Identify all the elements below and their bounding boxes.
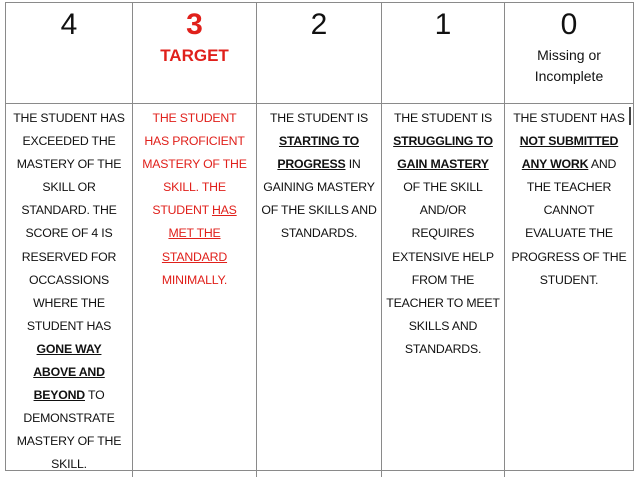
description-line: [384, 176, 502, 199]
description-text: SKILL OR: [42, 180, 96, 195]
score-1-label: 1: [434, 8, 452, 41]
description-line: [259, 176, 379, 199]
emphasized-text: STARTING TO: [278, 134, 359, 149]
description-text: STANDARDS.: [280, 226, 358, 241]
description-text: SKILLS AND: [408, 318, 478, 333]
description-text: SKILL. THE: [163, 180, 226, 195]
header-score-3: [133, 3, 257, 104]
description-line: [135, 176, 254, 199]
description-text: STUDENT: [152, 203, 212, 218]
description-line: [384, 153, 502, 176]
emphasized-text: ANY WORK: [521, 157, 589, 172]
emphasized-text: STANDARD: [161, 249, 228, 264]
header-score-0: [505, 3, 633, 104]
description-line: [8, 315, 130, 338]
description-line: [8, 176, 130, 199]
description-line: [8, 453, 130, 476]
emphasized-text: PROGRESS: [277, 157, 346, 172]
description-line: [8, 107, 130, 130]
target-label: TARGET: [160, 46, 229, 65]
description-line: [8, 153, 130, 176]
description-text: GAINING MASTERY: [263, 180, 375, 195]
description-text: THE STUDENT HAS: [13, 111, 125, 125]
description-text: STUDENT.: [539, 272, 599, 287]
description-line: [8, 292, 130, 315]
description-text: FROM THE: [411, 272, 475, 287]
description-line: [135, 107, 254, 130]
description-line: [384, 338, 502, 361]
emphasized-text: GAIN MASTERY: [397, 157, 489, 172]
description-line: [507, 269, 631, 292]
description-text: EVALUATE THE: [525, 226, 613, 241]
description-line: [8, 130, 130, 153]
description-text: OF THE SKILLS AND: [261, 203, 377, 218]
header-score-4: [6, 3, 133, 104]
description-text: STUDENT HAS: [26, 318, 112, 333]
description-score-0: [505, 104, 633, 477]
score-3-label: 3: [186, 8, 203, 41]
description-score-4: [6, 104, 133, 477]
missing-note-line: Missing or: [537, 47, 601, 63]
description-line: [8, 407, 130, 430]
description-text: MASTERY OF THE: [16, 157, 122, 172]
description-text: STANDARD. THE: [21, 203, 117, 218]
description-line: [507, 153, 631, 176]
score-0-label: 0: [560, 8, 578, 41]
description-line: [384, 222, 502, 245]
description-text: AND/OR: [419, 203, 467, 218]
description-text: THE STUDENT: [152, 111, 237, 125]
description-line: [8, 384, 130, 407]
description-text: MASTERY OF THE: [142, 157, 247, 172]
description-line: [135, 199, 254, 222]
description-line: [259, 153, 379, 176]
description-text: CANNOT: [543, 203, 595, 218]
header-score-2: [257, 3, 382, 104]
description-text: OF THE SKILL: [403, 180, 483, 195]
emphasized-text: GONE WAY: [36, 341, 102, 356]
description-line: [507, 107, 631, 130]
description-line: [507, 246, 631, 269]
description-text: REQUIRES: [411, 226, 475, 241]
description-text: EXTENSIVE HELP: [392, 249, 494, 264]
description-text: THE TEACHER: [526, 180, 612, 195]
description-line: [384, 292, 502, 315]
text-cursor-mark: [629, 107, 631, 125]
score-4-label: 4: [60, 8, 78, 41]
description-text: MINIMALLY.: [161, 272, 228, 287]
emphasized-text: STRUGGLING TO: [393, 134, 493, 149]
grading-rubric-table: [5, 2, 634, 471]
description-text: WHERE THE: [33, 295, 105, 310]
emphasized-text: HAS: [211, 203, 237, 218]
description-line: [135, 269, 254, 292]
description-line: [259, 199, 379, 222]
description-line: [8, 269, 130, 292]
description-text: SCORE OF 4 IS: [25, 226, 113, 241]
description-text: PROGRESS OF THE: [511, 249, 627, 264]
description-text: HAS PROFICIENT: [144, 134, 245, 149]
incomplete-note-line: Incomplete: [534, 68, 604, 84]
emphasized-text: ABOVE AND: [33, 365, 105, 380]
description-line: [384, 246, 502, 269]
description-line: [384, 315, 502, 338]
description-line: [8, 430, 130, 453]
description-text: STANDARDS.: [404, 341, 482, 356]
description-line: [8, 338, 130, 361]
description-line: [507, 222, 631, 245]
description-line: [384, 199, 502, 222]
description-line: [507, 130, 631, 153]
description-text: TO: [84, 388, 105, 403]
description-line: [507, 199, 631, 222]
description-text: EXCEEDED THE: [22, 134, 116, 149]
description-line: [384, 130, 502, 153]
description-line: [135, 153, 254, 176]
description-line: [259, 130, 379, 153]
description-line: [8, 222, 130, 245]
description-line: [384, 269, 502, 292]
description-line: [507, 176, 631, 199]
description-text: OCCASSIONS: [29, 272, 109, 287]
description-text: THE STUDENT IS: [393, 111, 493, 125]
emphasized-text: BEYOND: [33, 388, 85, 403]
description-text: DEMONSTRATE: [23, 411, 115, 426]
description-text: MASTERY OF THE: [16, 434, 122, 449]
description-text: AND: [588, 157, 617, 172]
description-score-1: [382, 104, 505, 477]
description-text: TEACHER TO MEET: [386, 295, 500, 310]
description-line: [135, 130, 254, 153]
description-score-3: [133, 104, 257, 477]
description-line: [8, 199, 130, 222]
description-line: [259, 107, 379, 130]
description-text: THE STUDENT IS: [269, 111, 369, 125]
description-line: [8, 361, 130, 384]
header-score-1: [382, 3, 505, 104]
description-score-2: [257, 104, 382, 477]
description-line: [259, 222, 379, 245]
description-text: RESERVED FOR: [21, 249, 117, 264]
emphasized-text: NOT SUBMITTED: [519, 134, 619, 149]
description-line: [135, 246, 254, 269]
description-line: [135, 222, 254, 245]
score-2-label: 2: [310, 8, 328, 41]
description-text: SKILL.: [51, 457, 87, 472]
description-line: [8, 246, 130, 269]
emphasized-text: MET THE: [168, 226, 221, 241]
description-text: IN: [345, 157, 361, 172]
description-text: THE STUDENT HAS: [513, 111, 625, 125]
description-line: [384, 107, 502, 130]
